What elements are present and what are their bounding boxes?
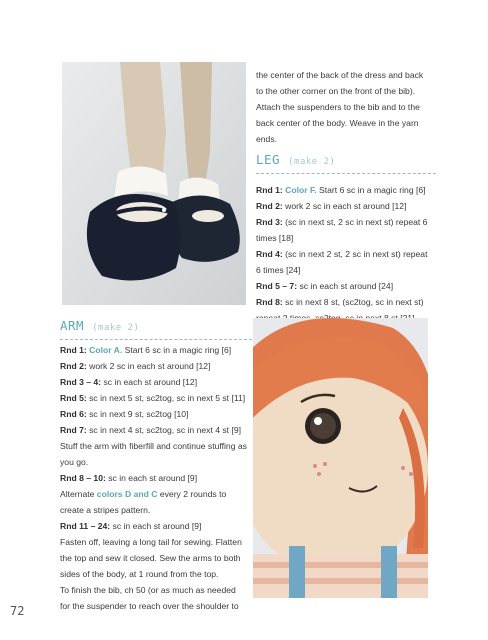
arm-row: Rnd 2: work 2 sc in each st around [12]: [60, 361, 211, 371]
arm-heading: [60, 318, 252, 340]
intro-line: Attach the suspenders to the bib and to the: [256, 102, 420, 112]
intro-line: the center of the back of the dress and back: [256, 70, 424, 80]
intro-line: back center of the body. Weave in the yarn: [256, 118, 419, 128]
leg-subtitle: (make 2): [288, 157, 336, 167]
arm-row: Rnd 7: sc in next 4 st, sc2tog, sc in next 4 st [9]: [60, 425, 242, 435]
doll-legs-illustration: [62, 62, 246, 305]
leg-row: Rnd 3: (sc in next st, 2 sc in next st) repeat 6 times [18]: [256, 217, 428, 243]
doll-face-illustration: [253, 318, 428, 598]
leg-row: Rnd 8: sc in next 8 st, (sc2tog, sc in next st): [256, 297, 424, 307]
leg-row: Rnd 4: (sc in next 2 st, 2 sc in next st) repeat 6 times [24]: [256, 249, 428, 275]
arm-row: Rnd 11 – 24: sc in each st around [9]: [60, 521, 202, 531]
arm-row: Rnd 1: Color A. Start 6 sc in a magic ring [6]: [60, 345, 232, 355]
leg-row: Rnd 2: work 2 sc in each st around [12]: [256, 201, 407, 211]
arm-note: Alternate colors D and C every 2 rounds to create a stripes pattern.: [60, 489, 227, 515]
arm-row: Rnd 3 – 4: sc in each st around [12]: [60, 377, 198, 387]
arm-title: ARM: [60, 318, 85, 333]
intro-line: to the other corner on the front of the bib).: [256, 86, 416, 96]
intro-continued: [256, 67, 432, 147]
arm-instructions: [60, 342, 248, 614]
photo-doll-face: [253, 318, 428, 598]
arm-row: Rnd 8 – 10: sc in each st around [9]: [60, 473, 198, 483]
leg-instructions: [256, 182, 434, 326]
leg-heading: [256, 152, 436, 174]
leg-title: LEG: [256, 152, 281, 167]
arm-note: Fasten off, leaving a long tail for sewing. Flatten the top and sew it closed. Sew the arms to both sides of the body, at 1 round from the top.: [60, 537, 242, 579]
arm-subtitle: (make 2): [92, 323, 140, 333]
arm-note: To finish the bib, ch 50 (or as much as needed for the suspender to reach over the shoulder to: [60, 585, 239, 611]
arm-row: Rnd 6: sc in next 9 st, sc2tog [10]: [60, 409, 189, 419]
arm-row: Rnd 5: sc in next 5 st, sc2tog, sc in next 5 st [11]: [60, 393, 246, 403]
leg-row: Rnd 1: Color F. Start 6 sc in a magic ring [6]: [256, 185, 426, 195]
intro-line: ends.: [256, 134, 278, 144]
arm-note: Stuff the arm with fiberfill and continue stuffing as you go.: [60, 441, 247, 467]
photo-doll-legs: [62, 62, 246, 305]
page-number: 72: [10, 604, 25, 618]
leg-row: Rnd 5 – 7: sc in each st around [24]: [256, 281, 394, 291]
